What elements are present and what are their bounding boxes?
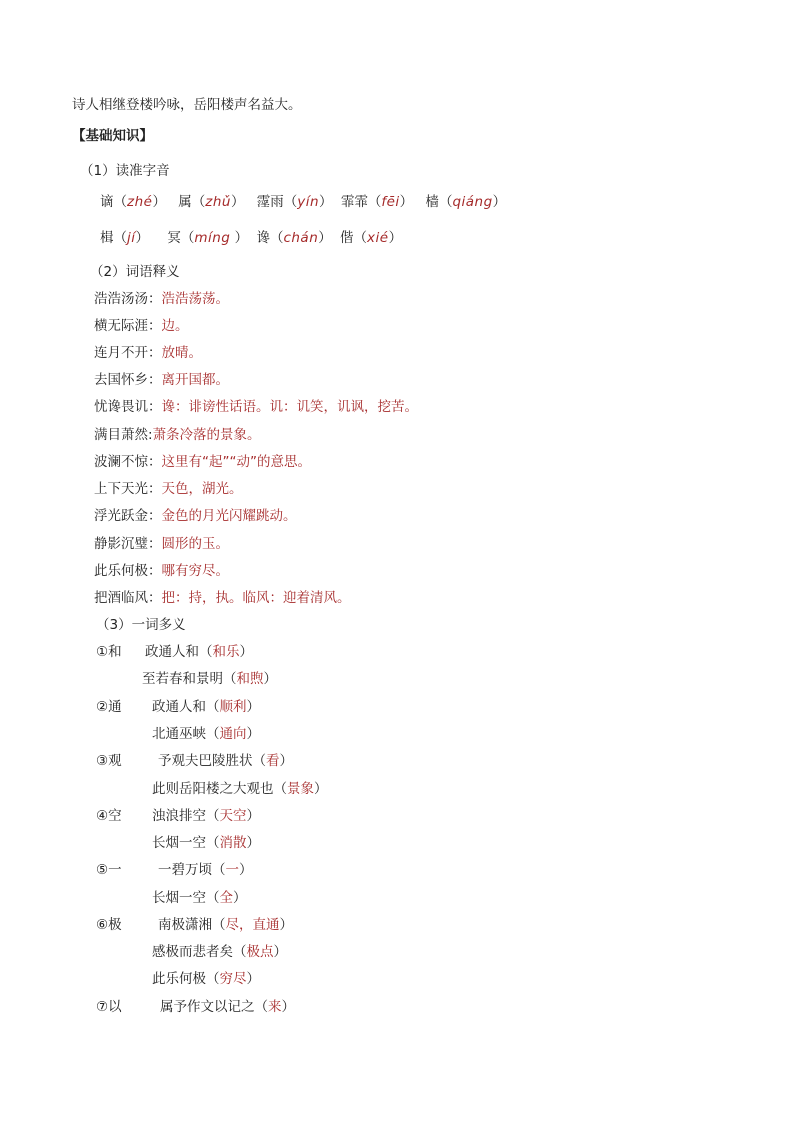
intro-text: 诗人相继登楼吟咏，岳阳楼声名益大。 (72, 97, 302, 113)
pronunciation-row-2 (100, 229, 402, 247)
polysemy-line: 至若春和景明（和煦） (142, 671, 277, 687)
pron-item: 霏霏（fēi） (340, 194, 414, 210)
pron-item: 霪雨（yín） (256, 194, 333, 210)
polysemy-line: 此则岳阳楼之大观也（景象） (152, 781, 328, 797)
polysemy-line: 政通人和（顺利） (152, 699, 260, 715)
polysemy-line: 感极而悲者矣（极点） (152, 944, 287, 960)
section-heading: 【基础知识】 (72, 128, 153, 144)
section-3-title: （3）一词多义 (96, 617, 186, 633)
definition-item: 满目萧然:萧条冷落的景象。 (94, 427, 261, 443)
polysemy-line: 北通巫峡（通向） (152, 726, 260, 742)
polysemy-line: 长烟一空（消散） (152, 835, 260, 851)
polysemy-line: 浊浪排空（天空） (152, 808, 260, 824)
pron-item: 冥（míng ） (167, 230, 249, 246)
pron-item: 偕（xié） (340, 230, 403, 246)
polysemy-label: ⑥极 (96, 917, 122, 933)
polysemy-line: 长烟一空（全） (152, 890, 247, 906)
polysemy-label: ⑤一 (96, 862, 122, 878)
polysemy-line: 此乐何极（穷尽） (152, 971, 260, 987)
polysemy-label: ①和 (96, 644, 122, 660)
section-2-title: （2）词语释义 (90, 264, 180, 280)
definition-item: 静影沉璧：圆形的玉。 (94, 536, 229, 552)
definition-item: 上下天光：天色，湖光。 (94, 481, 243, 497)
polysemy-line: 予观夫巴陵胜状（看） (158, 753, 293, 769)
definition-item: 忧谗畏讥：谗：诽谤性话语。讥：讥笑，讥讽，挖苦。 (94, 399, 418, 415)
definition-item: 去国怀乡：离开国都。 (94, 372, 229, 388)
polysemy-label: ④空 (96, 808, 122, 824)
pron-item: 属（zhǔ） (178, 194, 245, 210)
definition-item: 浮光跃金：金色的月光闪耀跳动。 (94, 508, 297, 524)
pron-item: 谪（zhé） (100, 194, 166, 210)
polysemy-label: ③观 (96, 753, 122, 769)
polysemy-line: 南极潇湘（尽，直通） (158, 917, 293, 933)
polysemy-line: 一碧万顷（一） (158, 862, 253, 878)
section-1-title: （1）读准字音 (80, 163, 170, 179)
pron-item: 楫（jí） (100, 230, 150, 246)
definition-item: 横无际涯：边。 (94, 318, 189, 334)
pron-item: 樯（qiáng） (425, 194, 507, 210)
pronunciation-row-1 (100, 193, 506, 211)
definition-item: 浩浩汤汤：浩浩荡荡。 (94, 291, 229, 307)
definition-item: 波澜不惊：这里有“起”“动”的意思。 (94, 454, 311, 470)
pron-item: 谗（chán） (256, 230, 332, 246)
definition-item: 把酒临风：把：持，执。临风：迎着清风。 (94, 590, 351, 606)
definition-item: 此乐何极：哪有穷尽。 (94, 563, 229, 579)
polysemy-label: ⑦以 (96, 999, 122, 1015)
polysemy-line: 政通人和（和乐） (145, 644, 253, 660)
polysemy-label: ②通 (96, 699, 122, 715)
definition-item: 连月不开：放晴。 (94, 345, 202, 361)
polysemy-line: 属予作文以记之（来） (160, 999, 295, 1015)
